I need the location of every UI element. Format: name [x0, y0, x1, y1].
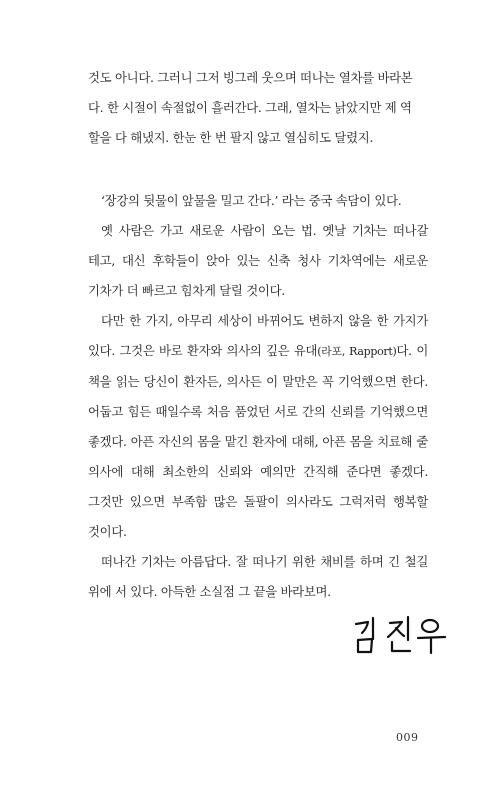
paragraph-departed-train: 떠나간 기차는 아름답다. 잘 떠나기 위한 채비를 하며 긴 철길 위에 서 있다. 아득한 소실점 그 끝을 바라보며.	[88, 554, 428, 599]
main-text-block	[88, 186, 428, 607]
paragraph-old-train: 옛 사람은 가고 새로운 사람이 오는 법. 옛날 기차는 떠나갈 테고, 대신 후학들이 앉아 있는 신축 청사 기차역에는 새로운 기차가 더 빠르고 힘차게 달릴 것이다.	[88, 223, 428, 298]
rapport-text-end: 다. 이 책을 읽는 당신이 환자든, 의사든 이 말만은 꼭 기억했으면 한다. 어둡고 힘든 때일수록 처음 품었던 서로 간의 신뢰를 기억했으면 좋겠다. 아픈 자신의 몸을 맡긴 환자에 대해, 아픈 몸을 치료해 줄 의사에 대해 최소한의 신뢰와 예의만 간직해 준다면 좋겠다. 그것만 있으면 부족함 많은 돌팔이 의사라도 그럭저럭 행복할 것이다.	[88, 343, 428, 539]
text-line: 다. 한 시절이 속절없이 흘러간다. 그래, 열차는 낡았지만 제 역	[88, 100, 412, 115]
rapport-text-start: 다만 한 가지, 아무리 세상이 바뀌어도 변하지 않을 한 가지가 있다. 그것은 바로 환자와 의사의 깊은 유대	[88, 313, 428, 358]
author-signature	[350, 606, 450, 666]
paragraph-rapport	[88, 306, 428, 547]
paragraph-proverb: ‘장강의 뒷물이 앞물을 밀고 간다.’ 라는 중국 속담이 있다.	[101, 193, 402, 208]
page-number: 009	[396, 731, 419, 744]
text-line: 것도 아니다. 그러니 그저 빙그레 웃으며 떠나는 열차를 바라본	[88, 70, 413, 85]
continued-text-block	[88, 63, 428, 153]
rapport-parenthetical: (라포, Rapport)	[317, 345, 397, 358]
text-line: 할을 다 해냈지. 한눈 한 번 팔지 않고 열심히도 달렸지.	[88, 130, 374, 145]
